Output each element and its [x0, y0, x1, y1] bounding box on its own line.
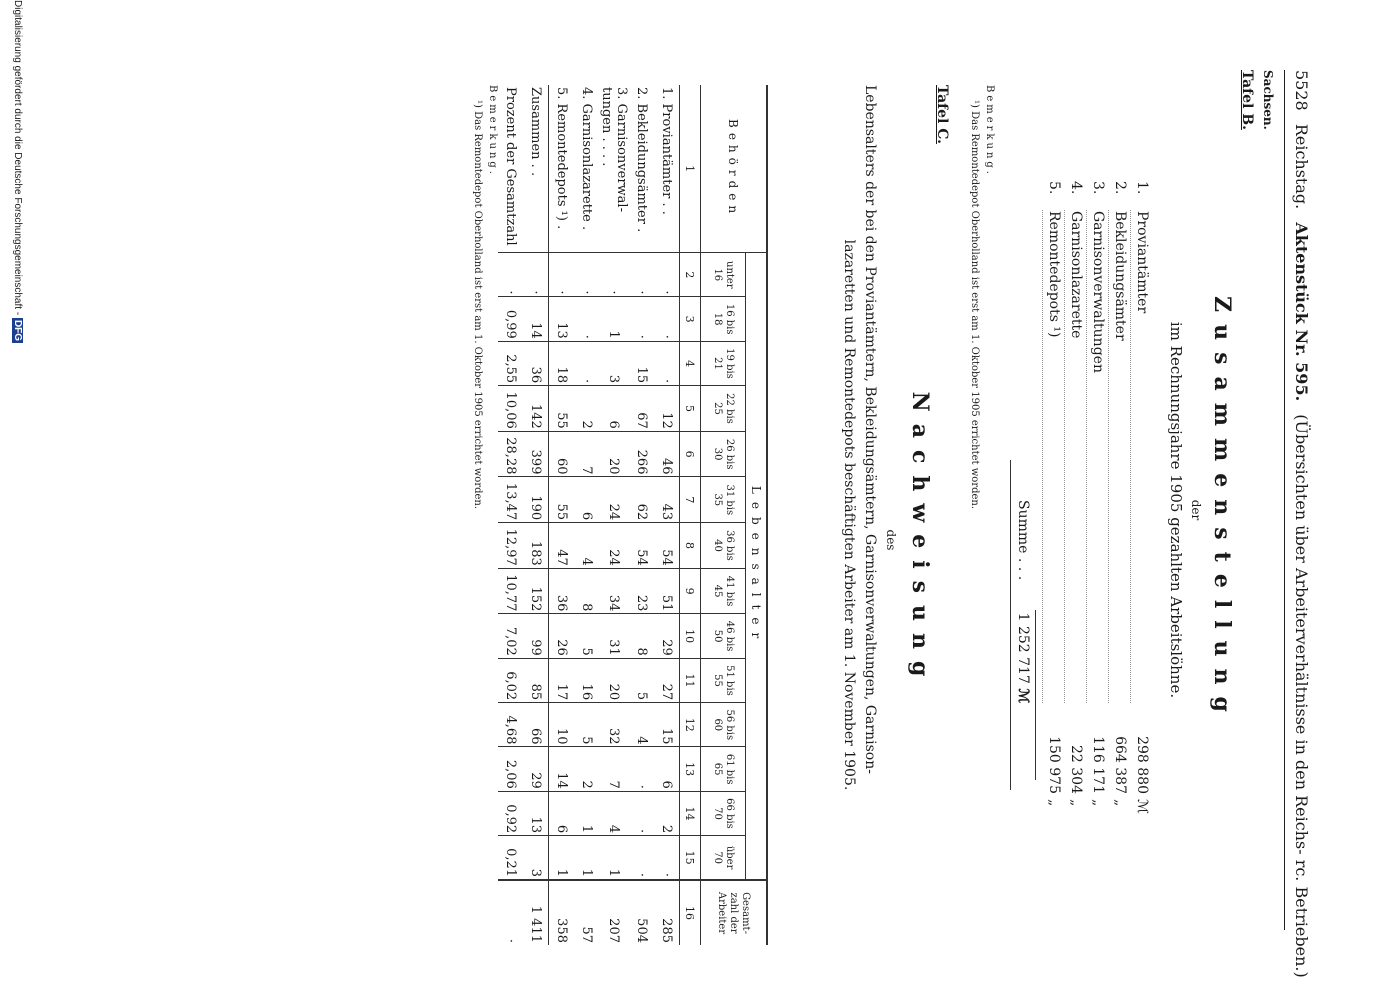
age-value: · — [599, 253, 629, 297]
row-number: 1. — [1134, 181, 1150, 195]
age-value: 13,47 — [498, 477, 523, 523]
age-value: · — [574, 341, 599, 385]
age-value: 16 — [574, 658, 599, 702]
age-value: 3 — [523, 836, 549, 880]
age-group-header: 61 bis 65 — [701, 747, 746, 791]
row-label: 5. Remontedepots ¹) . — [554, 87, 569, 230]
age-group-header: 19 bis 21 — [701, 341, 746, 385]
row-unit: „ — [1068, 799, 1084, 807]
age-value: 190 — [523, 477, 549, 523]
tafel-b-row — [1131, 180, 1153, 820]
age-value: · — [654, 253, 680, 297]
tafel-b-row — [1043, 180, 1065, 820]
age-value: 54 — [629, 523, 654, 569]
row-name: Remontedepots ¹) — [1043, 210, 1065, 703]
row-amount: 298 880 — [1134, 736, 1150, 794]
page-number: 5528 — [1292, 70, 1311, 111]
column-number: 8 — [680, 523, 701, 569]
age-value: 0,21 — [498, 836, 523, 880]
age-value: · — [629, 253, 654, 297]
age-value: 183 — [523, 523, 549, 569]
age-group-header: unter 16 — [701, 253, 746, 297]
column-number: 1 — [680, 85, 701, 253]
row-name: Garnisonverwaltungen — [1087, 210, 1109, 703]
column-number: 15 — [680, 836, 701, 880]
age-value: · — [654, 836, 680, 880]
tafel-c-row — [599, 85, 629, 945]
age-value: 23 — [629, 568, 654, 614]
age-value: 43 — [654, 477, 680, 523]
column-number: 14 — [680, 791, 701, 835]
age-value: 55 — [549, 477, 575, 523]
tafel-b-row — [1065, 180, 1087, 820]
age-value: 14 — [549, 747, 575, 791]
age-value: 54 — [654, 523, 680, 569]
row-name: Proviantämter — [1131, 210, 1153, 703]
age-value: 1 — [599, 297, 629, 341]
age-value: 2,06 — [498, 747, 523, 791]
age-value: 13 — [549, 297, 575, 341]
row-name: Garnisonlazarette — [1065, 210, 1087, 703]
age-value: 2 — [654, 791, 680, 835]
age-value: 2 — [574, 747, 599, 791]
tafel-b-row — [1109, 180, 1131, 820]
tafel-b-label: Tafel B. — [1239, 70, 1255, 130]
tafel-b-heading: Zusammenstellung — [1209, 296, 1235, 724]
column-number: 7 — [680, 477, 701, 523]
tafel-c-des: des — [884, 529, 898, 551]
age-value: 15 — [629, 341, 654, 385]
age-value: 7 — [574, 431, 599, 477]
row-total: 504 — [629, 880, 654, 945]
row-number: 5. — [1046, 181, 1062, 195]
age-value: 29 — [654, 614, 680, 658]
tafel-b-der: der — [1189, 499, 1203, 521]
row-amount: 116 171 — [1090, 736, 1106, 794]
row-label: Prozent der Gesamtzahl — [503, 87, 518, 246]
age-value: 27 — [654, 658, 680, 702]
row-total: 358 — [549, 880, 575, 945]
age-value: 46 — [654, 431, 680, 477]
age-value: 24 — [599, 477, 629, 523]
tafel-c-heading: Nachweisung — [907, 391, 933, 689]
age-value: 1 — [549, 836, 575, 880]
age-value: 36 — [549, 568, 575, 614]
row-total: 207 — [599, 880, 629, 945]
age-value: 4 — [599, 791, 629, 835]
age-value: 5 — [574, 614, 599, 658]
row-label: 3. Garnisonverwal-tungen . . . . — [599, 87, 629, 212]
row-unit: ℳ — [1134, 799, 1150, 814]
sum-label: Summe . . . — [1015, 500, 1031, 581]
age-value: 1 — [574, 836, 599, 880]
age-value: 36 — [523, 341, 549, 385]
age-value: 12,97 — [498, 523, 523, 569]
age-group-header: 16 bis 18 — [701, 297, 746, 341]
tafel-b-note-title: Bemerkung. — [984, 85, 995, 177]
row-label: 4. Garnisonlazarette . — [579, 87, 594, 231]
tafel-b-note: ¹) Das Remontedepot Oberholland ist erst am 1. Oktober 1905 errichtet worden. — [969, 100, 980, 510]
row-label: Zusammen . . — [523, 85, 549, 253]
tafel-c-row — [654, 85, 680, 945]
age-value: 4 — [629, 703, 654, 747]
sum-double-rule — [1010, 460, 1011, 790]
age-value: 4 — [574, 523, 599, 569]
age-value: 2,55 — [498, 341, 523, 385]
tafel-c-row — [549, 85, 575, 945]
row-amount: 22 304 — [1068, 745, 1084, 794]
age-value: · — [498, 253, 523, 297]
age-value: 31 — [599, 614, 629, 658]
row-unit: „ — [1090, 799, 1106, 807]
age-group-header: 36 bis 40 — [701, 523, 746, 569]
age-value: 152 — [523, 568, 549, 614]
age-value: 13 — [523, 791, 549, 835]
column-number: 5 — [680, 386, 701, 432]
age-value: 14 — [523, 297, 549, 341]
column-number: 13 — [680, 747, 701, 791]
dfg-logo: DFG — [12, 319, 23, 342]
journal-name: Reichstag. — [1292, 123, 1311, 210]
age-value: 62 — [629, 477, 654, 523]
age-value: · — [654, 297, 680, 341]
tafel-b-sum — [1015, 500, 1031, 820]
tafel-c-subheading-2: lazaretten und Remontedepots beschäftigten Arbeiter am 1. November 1905. — [841, 239, 857, 791]
tafel-c-row — [629, 85, 654, 945]
age-value: 55 — [549, 386, 575, 432]
age-value: 8 — [629, 614, 654, 658]
age-group-header: 31 bis 35 — [701, 477, 746, 523]
sum-amount: 1 252 717 — [1015, 612, 1031, 684]
age-group-header: 66 bis 70 — [701, 791, 746, 835]
row-total: 285 — [654, 880, 680, 945]
row-unit: „ — [1112, 799, 1128, 807]
row-number: 4. — [1068, 181, 1084, 195]
age-value: 24 — [599, 523, 629, 569]
age-value: · — [523, 253, 549, 297]
column-number: 4 — [680, 341, 701, 385]
age-value: 10 — [549, 703, 575, 747]
document-number: Aktenstück Nr. 595. — [1292, 222, 1311, 402]
age-value: 399 — [523, 431, 549, 477]
row-number: 2. — [1112, 181, 1128, 195]
age-value: 10,77 — [498, 568, 523, 614]
age-value: · — [574, 253, 599, 297]
age-value: 1 — [574, 791, 599, 835]
age-value: 15 — [654, 703, 680, 747]
age-value: 66 — [523, 703, 549, 747]
age-value: 18 — [549, 341, 575, 385]
age-value: · — [629, 791, 654, 835]
tafel-c-subheading-1: Lebensalters der bei den Proviantämtern, Bekleidungsämtern, Garnisonverwaltungen, Garnison- — [862, 85, 878, 774]
tafel-b-subheading: im Rechnungsjahre 1905 gezahlten Arbeitslöhne. — [1167, 321, 1185, 699]
age-value: 20 — [599, 431, 629, 477]
row-total: 1 411 — [523, 880, 549, 945]
row-unit: „ — [1046, 799, 1062, 807]
age-value: 266 — [629, 431, 654, 477]
age-value: 32 — [599, 703, 629, 747]
age-value: 29 — [523, 747, 549, 791]
state-label: Sachsen. — [1261, 70, 1275, 130]
age-value: 7,02 — [498, 614, 523, 658]
age-value: 99 — [523, 614, 549, 658]
age-value: · — [629, 836, 654, 880]
age-value: 5 — [629, 658, 654, 702]
age-value: 60 — [549, 431, 575, 477]
age-value: 28,28 — [498, 431, 523, 477]
age-value: 6 — [654, 747, 680, 791]
age-value: 7 — [599, 747, 629, 791]
tafel-c-note-title: Bemerkung. — [487, 85, 498, 177]
column-number: 11 — [680, 658, 701, 702]
row-name: Bekleidungsämter — [1109, 210, 1131, 703]
age-value: 2 — [574, 386, 599, 432]
age-value: 1 — [599, 836, 629, 880]
age-value: 47 — [549, 523, 575, 569]
col-behoerden: Behörden — [726, 119, 741, 219]
age-group-header: 51 bis 55 — [701, 658, 746, 702]
age-value: 67 — [629, 386, 654, 432]
age-group-header: über 70 — [701, 836, 746, 880]
column-number: 12 — [680, 703, 701, 747]
row-label: 1. Proviantämter . . — [659, 87, 674, 215]
tafel-c-label: Tafel C. — [934, 85, 950, 145]
row-label: 2. Bekleidungsämter . — [634, 87, 649, 233]
column-number: 9 — [680, 568, 701, 614]
row-amount: 664 387 — [1112, 736, 1128, 794]
column-number: 10 — [680, 614, 701, 658]
age-value: · — [574, 297, 599, 341]
column-number: 2 — [680, 253, 701, 297]
age-value: 6 — [549, 791, 575, 835]
tafel-b-table — [1043, 180, 1154, 820]
column-number: 6 — [680, 431, 701, 477]
tafel-c-note: ¹) Das Remontedepot Oberholland ist erst am 1. Oktober 1905 errichtet worden. — [472, 100, 483, 510]
age-value: 3 — [599, 341, 629, 385]
age-value: · — [549, 253, 575, 297]
tafel-c-row — [574, 85, 599, 945]
header-title: (Übersichten über Arbeiterverhältnisse in den Reichs- rc. Betrieben.) — [1292, 414, 1311, 978]
age-value: · — [654, 341, 680, 385]
row-amount: 150 975 — [1046, 736, 1062, 794]
age-value: 8 — [574, 568, 599, 614]
column-number: 16 — [680, 880, 701, 945]
age-value: 34 — [599, 568, 629, 614]
age-value: · — [629, 747, 654, 791]
age-value: 12 — [654, 386, 680, 432]
col-lebensalter: Lebensalter — [746, 253, 768, 880]
age-value: 20 — [599, 658, 629, 702]
age-group-header: 56 bis 60 — [701, 703, 746, 747]
header-rule — [1284, 70, 1285, 930]
sum-rule — [1035, 610, 1036, 780]
age-value: · — [629, 297, 654, 341]
age-value: 0,99 — [498, 297, 523, 341]
row-number: 3. — [1090, 181, 1106, 195]
credit-text: Digitalisierung gefördert durch die Deutsche Forschungsgemeinschaft - — [12, 0, 23, 316]
age-value: 6,02 — [498, 658, 523, 702]
age-value: 4,68 — [498, 703, 523, 747]
age-value: 10,06 — [498, 386, 523, 432]
age-value: 0,92 — [498, 791, 523, 835]
col-gesamt: Gesamt-zahl der Arbeiter — [701, 880, 768, 945]
tafel-c-row — [523, 85, 549, 945]
age-value: 85 — [523, 658, 549, 702]
tafel-c-table — [498, 85, 768, 945]
tafel-b-row — [1087, 180, 1109, 820]
age-group-header: 26 bis 30 — [701, 431, 746, 477]
row-total: · — [498, 880, 523, 945]
row-total: 57 — [574, 880, 599, 945]
column-number: 3 — [680, 297, 701, 341]
age-value: 5 — [574, 703, 599, 747]
age-group-header: 22 bis 25 — [701, 386, 746, 432]
age-value: 26 — [549, 614, 575, 658]
age-group-header: 46 bis 50 — [701, 614, 746, 658]
footer-credit — [12, 0, 23, 1000]
running-header — [1292, 70, 1311, 978]
age-group-header: 41 bis 45 — [701, 568, 746, 614]
age-value: 51 — [654, 568, 680, 614]
age-value: 6 — [574, 477, 599, 523]
tafel-c-row — [498, 85, 523, 945]
age-value: 6 — [599, 386, 629, 432]
age-value: 142 — [523, 386, 549, 432]
age-value: 17 — [549, 658, 575, 702]
sum-unit: ℳ — [1015, 688, 1031, 704]
